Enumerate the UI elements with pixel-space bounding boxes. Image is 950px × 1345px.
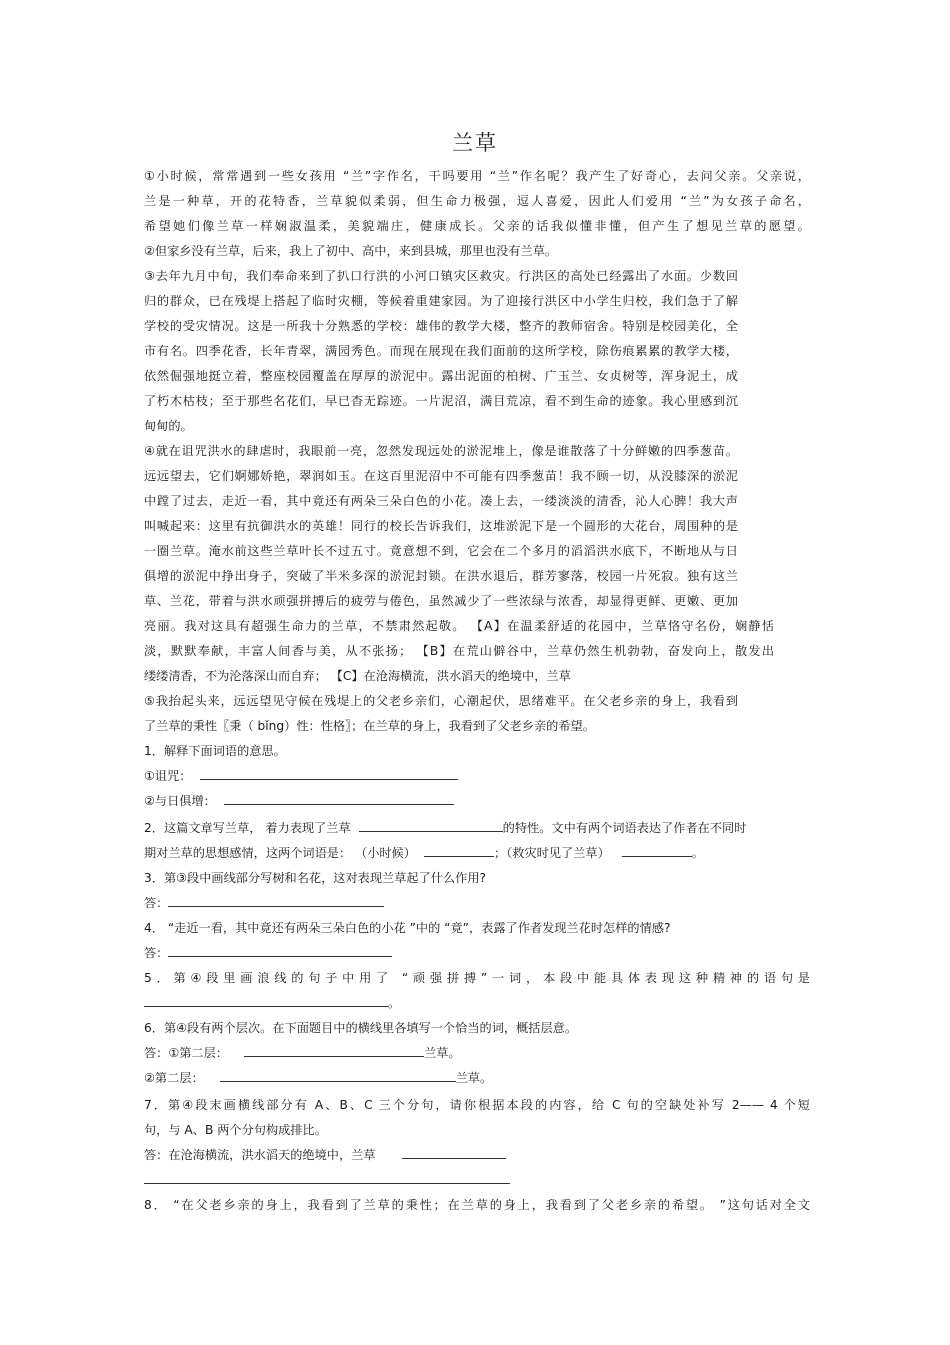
answer-blank[interactable] bbox=[244, 1044, 424, 1057]
question-5-end: 。 bbox=[388, 996, 401, 1010]
question-6a-end: 兰草。 bbox=[424, 1046, 461, 1060]
question-1a-label: ①诅咒： bbox=[144, 769, 192, 783]
paragraph-3-line-6: 了朽木枯枝；至于那些名花们，早已杳无踪迹。一片泥沼，满目荒凉，看不到生命的迹象。我心里感到沉 bbox=[144, 394, 738, 408]
question-2-text-c: 期对兰草的思想感情，这两个词语是： （小时候） bbox=[144, 846, 416, 860]
paragraph-4-line-7: 草、兰花，带着与洪水顽强拼搏后的疲劳与倦色，虽然减少了一些浓绿与浓香，却显得更鲜、更嫩、更加 bbox=[144, 594, 738, 608]
answer-blank[interactable] bbox=[144, 994, 388, 1007]
question-2-text-d: ；（救灾时见了兰草） bbox=[494, 846, 610, 860]
answer-blank[interactable] bbox=[220, 1069, 456, 1082]
answer-blank[interactable] bbox=[168, 894, 384, 907]
paragraph-5-line-2: 了兰草的秉性〖秉（ bǐng）性：性格〗；在兰草的身上，我看到了父老乡亲的希望。 bbox=[144, 719, 595, 733]
answer-blank[interactable] bbox=[424, 844, 494, 857]
paragraph-4-line-5: 一圈兰草。淹水前这些兰草叶长不过五寸。竟意想不到，它会在二个多月的滔滔洪水底下，不断地从与日 bbox=[144, 544, 738, 558]
question-1a bbox=[144, 767, 810, 785]
answer-blank[interactable] bbox=[622, 844, 692, 857]
answer-blank[interactable] bbox=[402, 1146, 506, 1159]
paragraph-1-line-3: 希望她们像兰草一样娴淑温柔，美貌端庄，健康成长。父亲的话我似懂非懂，但产生了想见兰草的愿望。 bbox=[144, 219, 810, 233]
paragraph-1-line-2: 兰是一种草，开的花特香，兰草貌似柔弱，但生命力极强，逗人喜爱，因此人们爱用 “兰”为女孩子命名， bbox=[144, 194, 810, 208]
answer-blank[interactable] bbox=[200, 767, 458, 780]
page-title: 兰草 bbox=[452, 131, 498, 155]
paragraph-4-line-9: 淡，默默奉献，丰富人间香与美，从不张扬； 【B】在荒山僻谷中，兰草仍然生机勃勃，奋发向上，散发出 bbox=[144, 644, 774, 658]
answer-blank[interactable] bbox=[224, 792, 454, 805]
question-3: 3．第③段中画线部分写树和名花，这对表现兰草起了什么作用? bbox=[144, 871, 487, 885]
question-7-line-2: 句，与 A、B 两个分句构成排比。 bbox=[144, 1123, 327, 1137]
question-8: 8． “在父老乡亲的身上，我看到了兰草的秉性；在兰草的身上，我看到了父老乡亲的希望。 ”这句话对全文 bbox=[144, 1198, 810, 1212]
question-6: 6．第④段有两个层次。在下面题目中的横线里各填写一个恰当的词，概括层意。 bbox=[144, 1021, 578, 1035]
question-3-answer bbox=[144, 894, 810, 912]
paragraph-3-line-7: 甸甸的。 bbox=[144, 419, 193, 433]
question-2-line-1 bbox=[144, 819, 810, 837]
question-1b bbox=[144, 792, 810, 810]
paragraph-4-line-1: ④就在诅咒洪水的肆虐时，我眼前一亮，忽然发现远处的淤泥堆上，像是谁散落了十分鲜嫩的四季葱苗。 bbox=[144, 444, 738, 458]
paragraph-3-line-4: 市有名。四季花香，长年青翠，满园秀色。而现在展现在我们面前的这所学校，除伤痕累累的教学大楼， bbox=[144, 344, 738, 358]
question-5-answer bbox=[144, 994, 810, 1012]
paragraph-5-line-1: ⑤我抬起头来，远远望见守候在残堤上的父老乡亲们，心潮起伏，思绪难平。在父老乡亲的身上，我看到 bbox=[144, 694, 738, 708]
paragraph-4-line-6: 俱增的淤泥中挣出身子，突破了半米多深的淤泥封锁。在洪水退后，群芳寥落，校园一片死寂。独有这兰 bbox=[144, 569, 738, 583]
question-7-answer-text: 答：在沧海横流，洪水滔天的绝境中，兰草 bbox=[144, 1148, 376, 1162]
question-1b-label: ②与日俱增： bbox=[144, 794, 216, 808]
question-4: 4． “走近一看，其中竟还有两朵三朵白色的小花 ”中的 “竟”，表露了作者发现兰花时怎样的情感? bbox=[144, 921, 671, 935]
paragraph-3-line-1: ③去年九月中旬，我们奉命来到了扒口行洪的小河口镇灾区救灾。行洪区的高处已经露出了水面。少数回 bbox=[144, 269, 738, 283]
answer-blank[interactable] bbox=[168, 944, 392, 957]
paragraph-4-line-10: 缕缕清香，不为沦落深山而自弃； 【C】在沧海横流，洪水滔天的绝境中，兰草 bbox=[144, 669, 571, 683]
question-2-text-e: 。 bbox=[691, 846, 704, 860]
paragraph-4-line-8: 亮丽。我对这具有超强生命力的兰草，不禁肃然起敬。 【A】在温柔舒适的花园中，兰草恪守名份，娴静恬 bbox=[144, 619, 774, 633]
question-6a bbox=[144, 1044, 810, 1062]
question-2-text-b: 的特性。文中有两个词语表达了作者在不同时 bbox=[502, 821, 747, 835]
answer-label: 答： bbox=[144, 946, 169, 960]
question-6b bbox=[144, 1069, 810, 1087]
paragraph-4-line-4: 叫喊起来：这里有抗御洪水的英雄！同行的校长告诉我们，这堆淤泥下是一个圆形的大花台，周围种的是 bbox=[144, 519, 738, 533]
paragraph-4-line-2: 远远望去，它们婀娜娇艳，翠润如玉。在这百里泥沼中不可能有四季葱苗！我不顾一切，从没膝深的淤泥 bbox=[144, 469, 738, 483]
question-6b-end: 兰草。 bbox=[455, 1071, 493, 1085]
question-6b-label: ②第二层： bbox=[144, 1071, 204, 1085]
paragraph-3-line-2: 归的群众，已在残堤上搭起了临时灾棚，等候着重建家园。为了迎接行洪区中小学生归校，我们急于了解 bbox=[144, 294, 738, 308]
question-7-answer bbox=[144, 1146, 810, 1164]
question-5: 5．第④段里画浪线的句子中用了 “顽强拼搏”一词，本段中能具体表现这种精神的语句是 bbox=[144, 971, 810, 985]
question-2-line-2 bbox=[144, 844, 810, 862]
paragraph-2: ②但家乡没有兰草，后来，我上了初中、高中，来到县城，那里也没有兰草。 bbox=[144, 244, 558, 258]
question-4-answer bbox=[144, 944, 810, 962]
question-2-text-a: 2．这篇文章写兰草， 着力表现了兰草 bbox=[144, 821, 351, 835]
paragraph-3-line-3: 学校的受灾情况。这是一所我十分熟悉的学校：雄伟的教学大楼，整齐的教师宿舍。特别是校园美化，全 bbox=[144, 319, 738, 333]
question-1: 1．解释下面词语的意思。 bbox=[144, 744, 286, 758]
paragraph-1-line-1: ①小时候，常常遇到一些女孩用 “兰”字作名，干吗要用 “兰”作名呢？我产生了好奇心，去问父亲。父亲说， bbox=[144, 169, 810, 183]
question-7-line-1: 7．第④段末画横线部分有 A、B、C 三个分句，请你根据本段的内容，给 C 句的空缺处补写 2—— 4 个短 bbox=[144, 1098, 810, 1112]
answer-blank[interactable] bbox=[359, 819, 503, 832]
answer-blank[interactable] bbox=[144, 1171, 510, 1184]
question-7-answer-line-2 bbox=[144, 1171, 810, 1189]
question-6a-label: 答：①第二层： bbox=[144, 1046, 229, 1060]
paragraph-3-line-5: 依然倔强地挺立着，整座校园覆盖在厚厚的淤泥中。露出泥面的柏树、广玉兰、女贞树等，浑身泥土，成 bbox=[144, 369, 738, 383]
paragraph-4-line-3: 中蹚了过去，走近一看，其中竟还有两朵三朵白色的小花。凑上去，一缕淡淡的清香，沁人心脾！我大声 bbox=[144, 494, 738, 508]
answer-label: 答： bbox=[144, 896, 169, 910]
